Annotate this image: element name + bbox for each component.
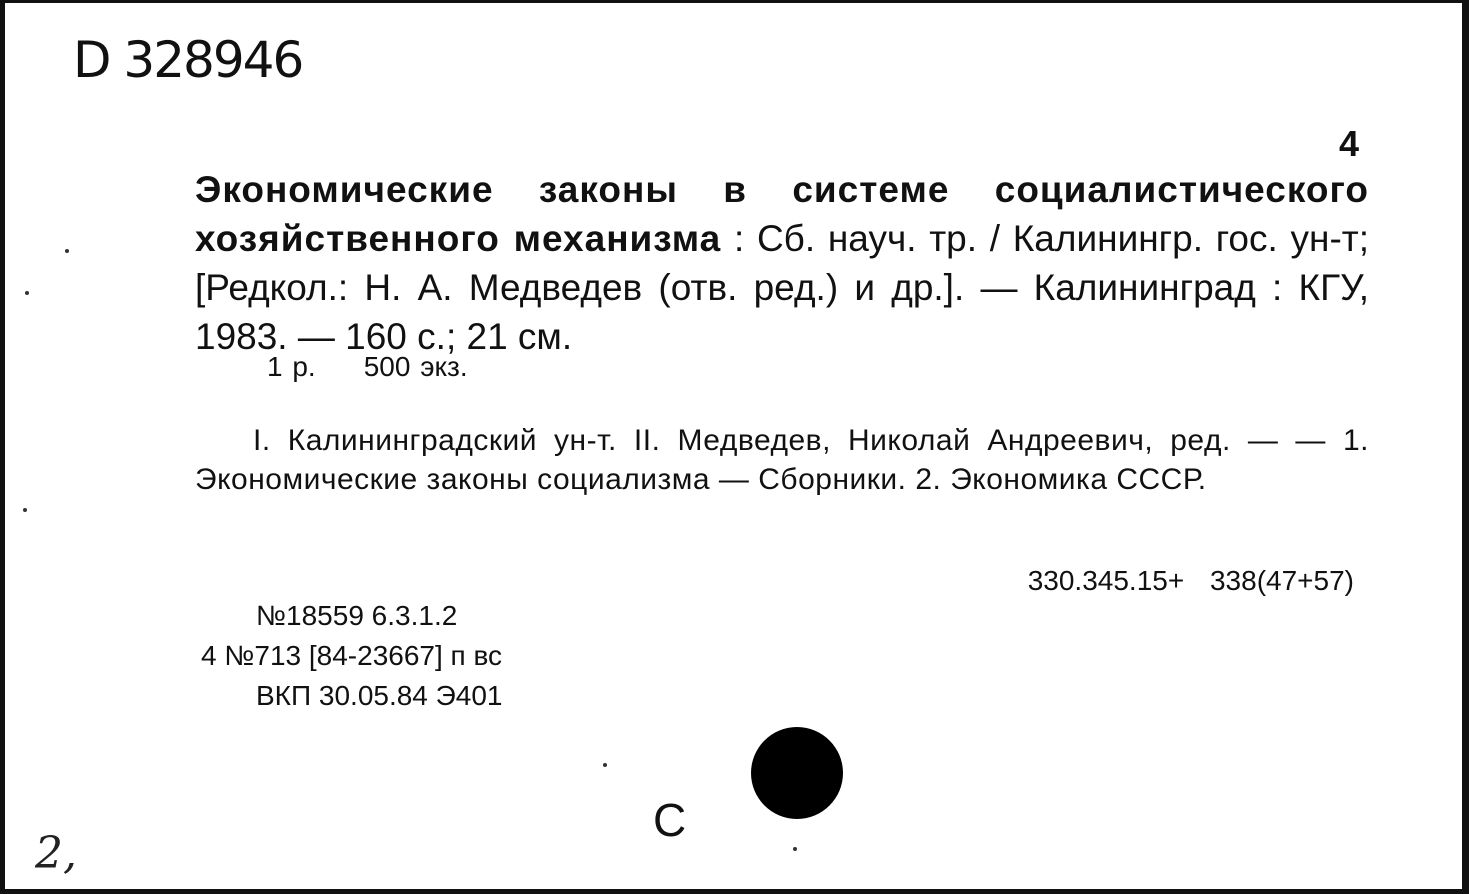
scan-speck bbox=[65, 249, 69, 253]
scan-speck bbox=[793, 847, 797, 851]
record-line: №18559 6.3.1.2 bbox=[256, 600, 458, 631]
punch-hole bbox=[751, 727, 843, 819]
bibliographic-description bbox=[195, 165, 1369, 361]
price: 1 р. bbox=[267, 351, 316, 382]
card-number: 4 bbox=[1339, 123, 1360, 164]
publication-details: : Сб. науч. тр. / Калинингр. гос. ун-т; [Редкол.: Н. А. Медведев (отв. ред.) и др.]. — Калининград : КГУ, 1983. — 160 с.; 21 см. bbox=[195, 218, 1369, 357]
print-run: 500 экз. bbox=[363, 351, 468, 382]
classification-index: 330.345.15+ 338(47+57) bbox=[1027, 565, 1354, 596]
scan-speck bbox=[25, 291, 29, 295]
subject-tracings: I. Калининградский ун-т. II. Медведев, Николай Андреевич, ред. — — 1. Экономические законы социализма — Сборники. 2. Экономика СССР. bbox=[195, 424, 1369, 496]
letter-mark: С bbox=[653, 794, 687, 846]
handwritten-mark: 2, bbox=[35, 828, 77, 879]
call-number: D 328946 bbox=[73, 31, 303, 89]
record-line: 4 №713 [84-23667] п вс bbox=[201, 640, 503, 671]
book-title: Экономические законы в системе социалистического хозяйственного механизма bbox=[195, 169, 1369, 259]
record-block bbox=[201, 596, 503, 716]
scan-speck bbox=[603, 763, 607, 767]
scan-speck bbox=[23, 508, 27, 512]
price-line bbox=[267, 351, 516, 383]
record-line: ВКП 30.05.84 Э401 bbox=[256, 680, 503, 711]
